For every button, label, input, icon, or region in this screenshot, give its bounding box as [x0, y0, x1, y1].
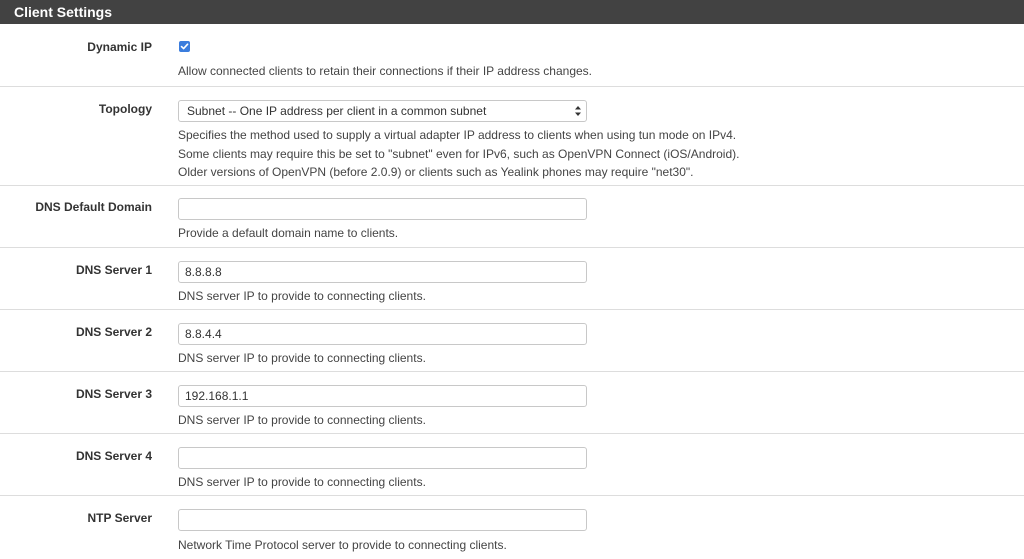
row-dynamic-ip [0, 24, 1024, 87]
dns-server-3-label: DNS Server 3 [75, 387, 152, 401]
checkmark-icon [180, 42, 189, 51]
dns-server-2-input[interactable] [178, 323, 587, 345]
topology-label: Topology [98, 102, 152, 116]
dns-server-2-label: DNS Server 2 [75, 325, 152, 339]
dns-default-domain-help: Provide a default domain name to clients. [178, 226, 399, 240]
dns-server-4-input[interactable] [178, 447, 587, 469]
ntp-server-input[interactable] [178, 509, 587, 531]
topology-select[interactable] [178, 100, 587, 122]
panel-title: Client Settings [0, 0, 1024, 24]
row-ntp-server [0, 496, 1024, 559]
row-topology [0, 87, 1024, 186]
row-dns-server-3 [0, 372, 1024, 434]
dns-default-domain-label: DNS Default Domain [35, 200, 152, 214]
row-dns-default-domain [0, 186, 1024, 248]
dns-server-1-input[interactable] [178, 261, 587, 283]
topology-help-line-2: Some clients may require this be set to "subnet" even for IPv6, such as OpenVPN Connect (iOS/Android). [178, 147, 740, 161]
dns-server-3-input[interactable] [178, 385, 587, 407]
row-dns-server-2 [0, 310, 1024, 372]
dns-server-4-label: DNS Server 4 [75, 449, 152, 463]
row-dns-server-1 [0, 248, 1024, 310]
dynamic-ip-label: Dynamic IP [87, 40, 152, 54]
dns-server-4-help: DNS server IP to provide to connecting clients. [178, 475, 426, 489]
topology-help-line-3: Older versions of OpenVPN (before 2.0.9) or clients such as Yealink phones may require "net30". [178, 165, 694, 179]
topology-help-line-1: Specifies the method used to supply a virtual adapter IP address to clients when using tun mode on IPv4. [178, 128, 737, 142]
ntp-server-help: Network Time Protocol server to provide to connecting clients. [178, 538, 507, 552]
dns-server-1-help: DNS server IP to provide to connecting clients. [178, 289, 426, 303]
topology-selected-value: Subnet -- One IP address per client in a common subnet [187, 104, 487, 118]
ntp-server-label: NTP Server [87, 511, 152, 525]
dns-default-domain-input[interactable] [178, 198, 587, 220]
dns-server-3-help: DNS server IP to provide to connecting clients. [178, 413, 426, 427]
select-updown-arrows-icon [574, 104, 582, 118]
dns-server-2-help: DNS server IP to provide to connecting clients. [178, 351, 426, 365]
dns-server-1-label: DNS Server 1 [75, 263, 152, 277]
row-dns-server-4 [0, 434, 1024, 496]
dynamic-ip-help: Allow connected clients to retain their connections if their IP address changes. [178, 64, 593, 78]
dynamic-ip-checkbox[interactable] [179, 41, 190, 52]
